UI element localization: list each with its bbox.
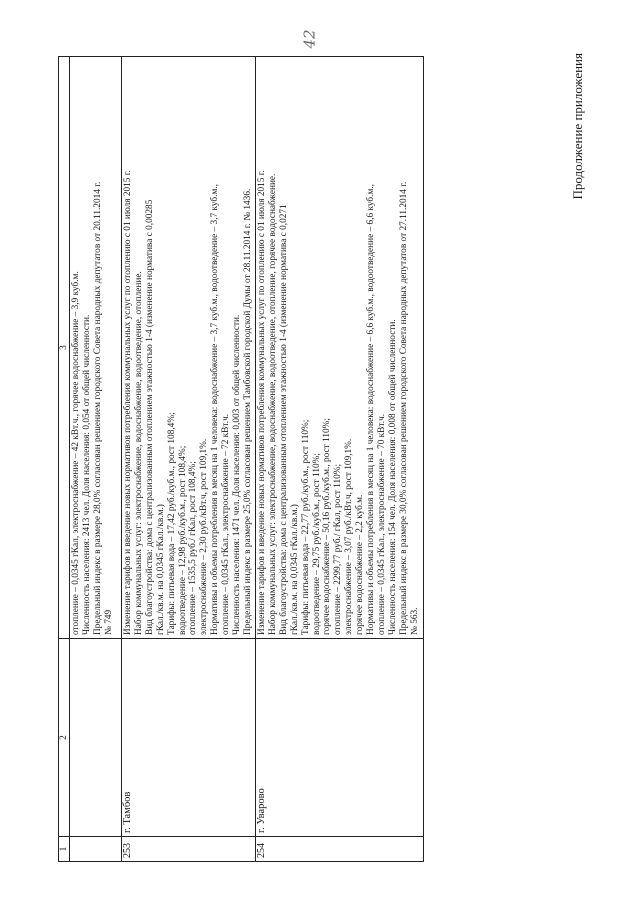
row-number: 253	[122, 837, 256, 862]
description-cell	[256, 57, 424, 639]
text-line: Набор коммунальных услуг: электроснабжение, водоснабжение, водоотведение, отопление.	[133, 271, 144, 635]
text-line: Предельный индекс в размере 30,0% согласован решением городского Совета народных депутатов от 27.11.2014 г.	[398, 181, 409, 635]
text-line: водоотведение – 12,98 руб./куб.м., рост 108,4%;	[177, 445, 188, 635]
text-line: электроснабжение – 3,07 руб./кВт.ч, рост 109,1%.	[344, 438, 355, 635]
text-line: Вид благоустройства: дома с централизованным отоплением этажностью 1-4 (изменение норматива с 0,0271	[278, 204, 289, 635]
text-line: Численность населения: 2413 чел. Доля населения: 0,054 от общей численности.	[81, 314, 92, 635]
text-line: электроснабжение – 2,30 руб./кВт.ч, рост 109,1%.	[199, 438, 210, 635]
text-line: Набор коммунальных услуг: электроснабжение, водоснабжение, водоотведение, отопление, горячее водоснабжение.	[267, 173, 278, 635]
text-line: горячее водоснабжение – 2,2 куб.м.	[355, 494, 366, 635]
appendix-table	[58, 56, 424, 862]
column-header-1: 1	[59, 837, 70, 862]
text-line: отопление – 0,0345 гКал, электроснабжение – 42 кВт.ч., горячее водоснабжение – 3,9 куб.м.	[71, 271, 81, 635]
municipality-name	[70, 639, 122, 837]
text-line: Нормативы и объемы потребления в месяц на 1 человека: водоснабжение – 6,6 куб.м., водоотведение – 6,6 куб.м.,	[366, 184, 377, 635]
text-line: гКал./кв.м. на 0,0345 гКал./кв.м.)	[155, 504, 166, 635]
text-line: Изменение тарифов и введение новых нормативов потребления коммунальных услуг по отоплению с 01 июля 2015 г.	[123, 170, 133, 635]
table-row	[122, 57, 256, 862]
text-line: отопление – 0,0345 гКал., электроснабжение – 72 кВт.ч.	[221, 413, 232, 635]
continuation-title: Продолжение приложения	[570, 53, 585, 200]
table-row	[70, 57, 122, 862]
text-line: отопление – 2299,77 руб./ гКал, рост 110%;	[333, 463, 344, 635]
text-line: горячее водоснабжение – 50,16 руб./куб.м., рост 110%;	[322, 418, 333, 635]
text-line: гКал./кв.м. на 0,0345 гКал./кв.м.)	[289, 504, 300, 635]
description-cell	[70, 57, 122, 639]
column-header-3: 3	[59, 57, 70, 639]
text-line: Численность населения: 1471 чел. Доля населения: 0,003 от общей численности.	[232, 314, 243, 635]
text-line: № 563.	[409, 607, 420, 635]
header-row	[59, 57, 70, 862]
text-line: Предельный индекс в размере 28,0% согласован решением городского Совета народных депутатов от 20.11.2014 г.	[92, 181, 103, 635]
municipality-name: г. Тамбов	[122, 639, 256, 837]
text-line: Тарифы: питьевая вода – 17,42 руб./куб.м., рост 108,4%;	[166, 412, 177, 635]
rotated-page-content	[58, 47, 598, 862]
page-number: 42	[300, 29, 319, 49]
text-line: Предельный индекс в размере 25,0% согласован решением Тамбовской городской Думы от 28.11.2014 г. № 1436.	[242, 188, 253, 635]
municipality-name: г. Уварово	[256, 639, 424, 837]
text-line: Изменение тарифов и введение новых нормативов потребления коммунальных услуг по отоплению с 01 июля 2015 г.	[257, 170, 267, 635]
description-cell	[122, 57, 256, 639]
row-number: 254	[256, 837, 424, 862]
text-line: отопление – 1535,5 руб./ гКал, рост 108,4%;	[188, 461, 199, 635]
text-line: отопление – 0,0345 гКал., электроснабжение – 70 кВт.ч.	[376, 413, 387, 635]
column-header-2: 2	[59, 639, 70, 837]
text-line: Численность населения: 154 чел. Доля населения: 0,008 от общей численности.	[387, 319, 398, 635]
text-line: Нормативы и объемы потребления в месяц на 1 человека: водоснабжение – 3,7 куб.м., водоотведение – 3,7 куб.м.,	[210, 184, 221, 635]
text-line: Тарифы: питьевая вода – 22,77 руб./куб.м., рост 110%;	[300, 419, 311, 635]
text-line: № 749	[103, 609, 114, 635]
table-row	[256, 57, 424, 862]
row-number	[70, 837, 122, 862]
text-line: водоотведение – 29,75 руб./куб.м., рост 110%;	[311, 453, 322, 635]
text-line: Вид благоустройства: дома с централизованным отоплением этажностью 1-4 (изменение норматива с 0,00285	[144, 199, 155, 635]
